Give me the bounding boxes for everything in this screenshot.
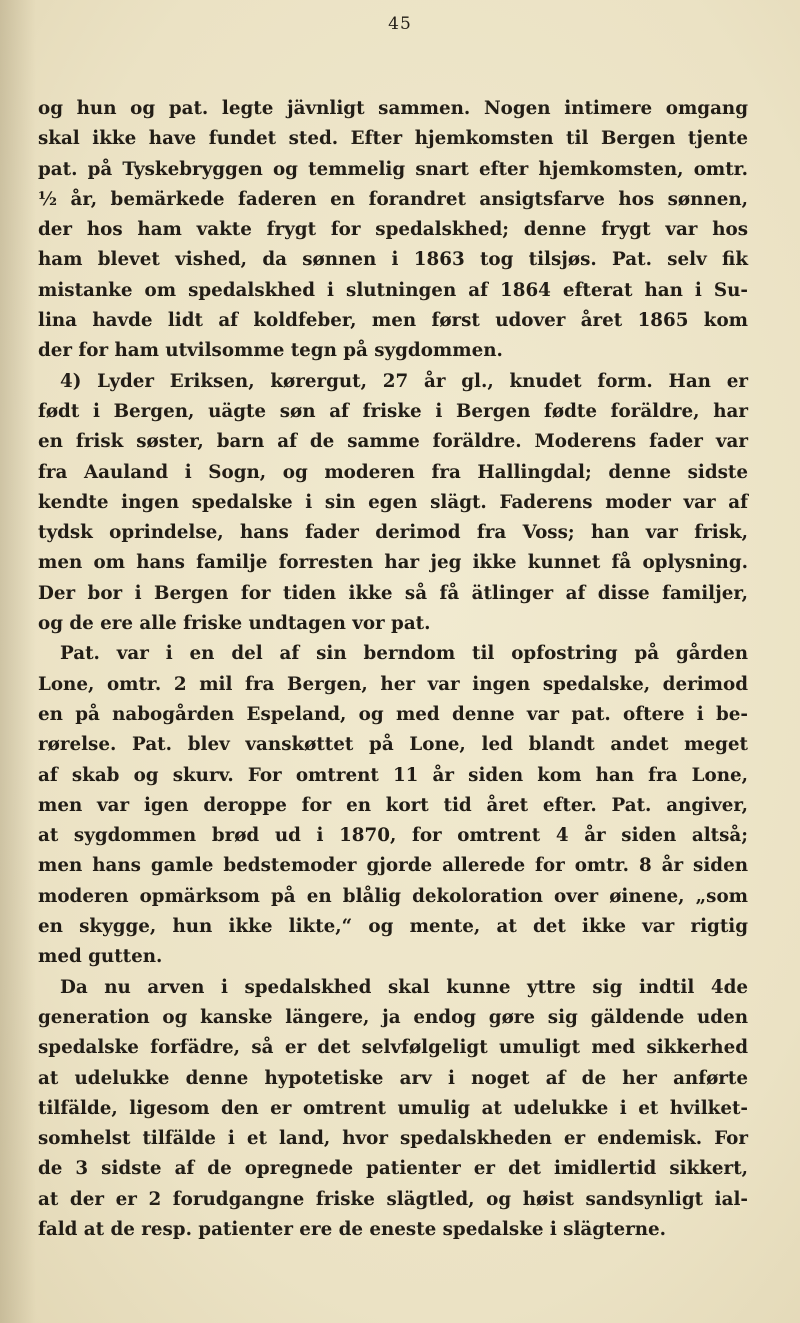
text-line: lina havde lidt af koldfeber, men først udover året 1865 kom — [38, 310, 748, 332]
text-line: ½ år, bemärkede faderen en forandret ansigtsfarve hos sønnen, — [38, 188, 748, 210]
text-line: pat. på Tyskebryggen og temmelig snart efter hjemkomsten, omtr. — [38, 158, 748, 180]
text-line: at udelukke denne hypotetiske arv i noget af de her anførte — [38, 1067, 748, 1089]
text-line: somhelst tilfälde i et land, hvor spedalskheden er endemisk. For — [38, 1128, 748, 1150]
text-line: der for ham utvilsomme tegn på sygdommen. — [38, 340, 503, 362]
text-line: en på nabogården Espeland, og med denne var pat. oftere i be- — [38, 703, 748, 725]
text-line: fra Aauland i Sogn, og moderen fra Hallingdal; denne sidste — [38, 461, 748, 483]
text-line: mistanke om spedalskhed i slutningen af 1864 efterat han i Su- — [38, 279, 748, 301]
text-line: Lone, omtr. 2 mil fra Bergen, her var ingen spedalske, derimod — [38, 673, 748, 695]
text-line: spedalske forfädre, så er det selvfølgeligt umuligt med sikkerhed — [38, 1037, 748, 1059]
text-line: at sygdommen brød ud i 1870, for omtrent 4 år siden altså; — [38, 825, 748, 847]
text-line: 4) Lyder Eriksen, kørergut, 27 år gl., knudet form. Han er — [60, 370, 748, 392]
text-line: tydsk oprindelse, hans fader derimod fra Voss; han var frisk, — [38, 522, 748, 544]
page-number: 45 — [388, 14, 412, 34]
text-line: rørelse. Pat. blev vanskøttet på Lone, led blandt andet meget — [38, 734, 748, 756]
paragraph — [38, 973, 748, 1246]
text-line: Pat. var i en del af sin berndom til opfostring på gården — [60, 643, 748, 665]
text-line: født i Bergen, uägte søn af friske i Bergen fødte foräldre, har — [38, 400, 748, 422]
text-line: men hans gamle bedstemoder gjorde allerede for omtr. 8 år siden — [38, 855, 748, 877]
text-line: ham blevet vished, da sønnen i 1863 tog tilsjøs. Pat. selv fik — [38, 249, 748, 271]
text-line: og hun og pat. legte jävnligt sammen. Nogen intimere omgang — [38, 98, 748, 119]
text-line: at der er 2 forudgangne friske slägtled, og høist sandsynligt ial- — [38, 1188, 748, 1210]
text-line: de 3 sidste af de opregnede patienter er det imidlertid sikkert, — [38, 1158, 748, 1180]
text-line: men var igen deroppe for en kort tid året efter. Pat. angiver, — [38, 794, 748, 816]
text-line: moderen opmärksom på en blålig dekoloration over øinene, „som — [38, 885, 748, 907]
page-edge-shadow — [0, 0, 36, 1323]
text-line: en frisk søster, barn af de samme foräldre. Moderens fader var — [38, 431, 748, 453]
text-line: men om hans familje forresten har jeg ikke kunnet få oplysning. — [38, 552, 748, 574]
text-line: kendte ingen spedalske i sin egen slägt. Faderens moder var af — [38, 491, 748, 513]
text-line: der hos ham vakte frygt for spedalskhed; denne frygt var hos — [38, 219, 748, 241]
paragraph — [38, 639, 748, 972]
paragraph — [38, 94, 748, 367]
text-line: med gutten. — [38, 946, 163, 968]
body-text — [38, 94, 748, 1245]
text-line: Da nu arven i spedalskhed skal kunne yttre sig indtil 4de — [60, 976, 748, 998]
text-line: fald at de resp. patienter ere de eneste spedalske i slägterne. — [38, 1218, 667, 1240]
text-line: generation og kanske längere, ja endog gøre sig gäldende uden — [38, 1006, 748, 1028]
text-line: skal ikke have fundet sted. Efter hjemkomsten til Bergen tjente — [38, 128, 748, 150]
text-line: af skab og skurv. For omtrent 11 år siden kom han fra Lone, — [38, 764, 748, 786]
text-line: tilfälde, ligesom den er omtrent umulig at udelukke i et hvilket- — [38, 1097, 748, 1119]
paragraph — [38, 367, 748, 640]
text-line: en skygge, hun ikke likte,“ og mente, at det ikke var rigtig — [38, 916, 748, 938]
text-line: Der bor i Bergen for tiden ikke så få ätlinger af disse familjer, — [38, 582, 748, 604]
text-line: og de ere alle friske undtagen vor pat. — [38, 613, 431, 635]
